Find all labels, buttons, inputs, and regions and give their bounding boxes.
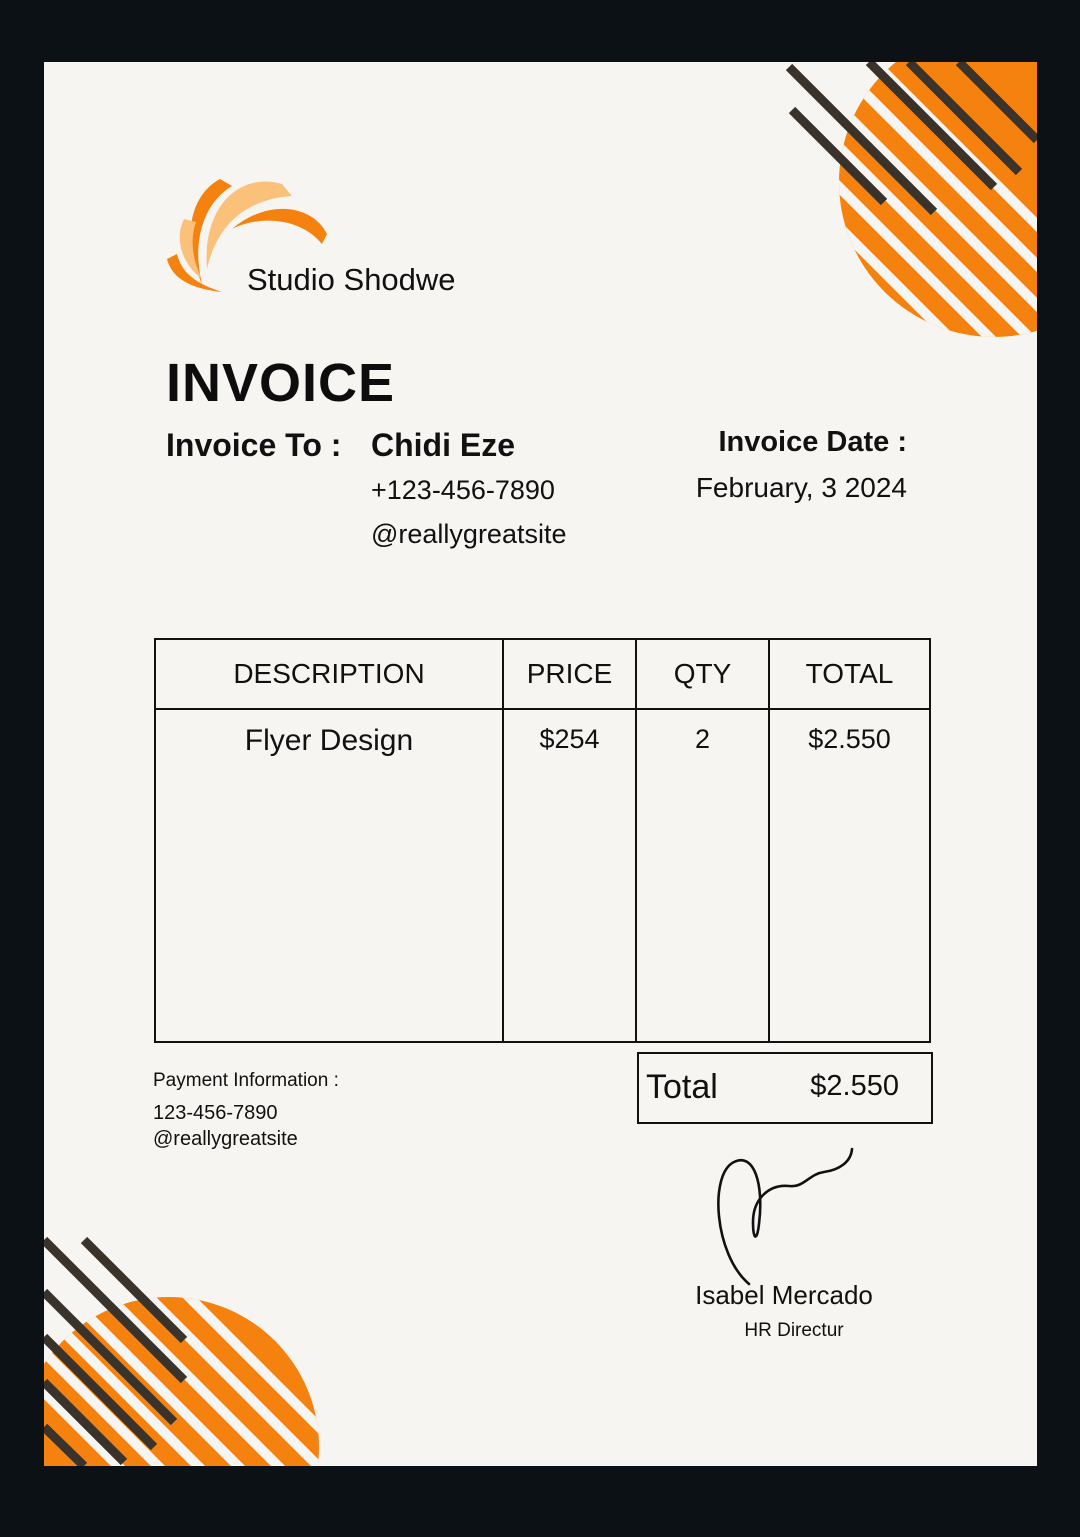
table-header-row: [155, 639, 930, 709]
header-price: PRICE: [503, 639, 636, 709]
total-box: [637, 1052, 933, 1124]
bottom-left-decoration: [44, 1232, 324, 1466]
items-table: [154, 638, 931, 1043]
signature-mark-icon: [709, 1144, 859, 1289]
invoice-to-site: @reallygreatsite: [371, 519, 567, 549]
invoice-date-value: February, 3 2024: [695, 472, 907, 503]
top-right-decoration: [744, 62, 1037, 382]
invoice-page: [44, 62, 1037, 1466]
signer-role: HR Directur: [744, 1320, 844, 1341]
document-title: INVOICE: [166, 353, 396, 413]
brand-name: Studio Shodwe: [247, 262, 456, 297]
invoice-to-phone: +123-456-7890: [371, 475, 555, 505]
cell-qty: 2: [636, 709, 769, 1042]
invoice-to-label: Invoice To :: [166, 427, 342, 463]
header-qty: QTY: [636, 639, 769, 709]
payment-info-label: Payment Information :: [153, 1070, 339, 1091]
cell-description: Flyer Design: [155, 709, 503, 1042]
payment-phone: 123-456-7890: [153, 1102, 278, 1124]
cell-total: $2.550: [769, 709, 930, 1042]
total-value: $2.550: [810, 1070, 899, 1102]
signer-name: Isabel Mercado: [695, 1280, 873, 1310]
total-label: Total: [646, 1068, 718, 1106]
invoice-date-label: Invoice Date :: [718, 426, 907, 458]
cell-price: $254: [503, 709, 636, 1042]
table-row: [155, 709, 930, 1042]
header-total: TOTAL: [769, 639, 930, 709]
payment-site: @reallygreatsite: [153, 1128, 298, 1150]
header-description: DESCRIPTION: [155, 639, 503, 709]
invoice-to-name: Chidi Eze: [371, 427, 516, 463]
